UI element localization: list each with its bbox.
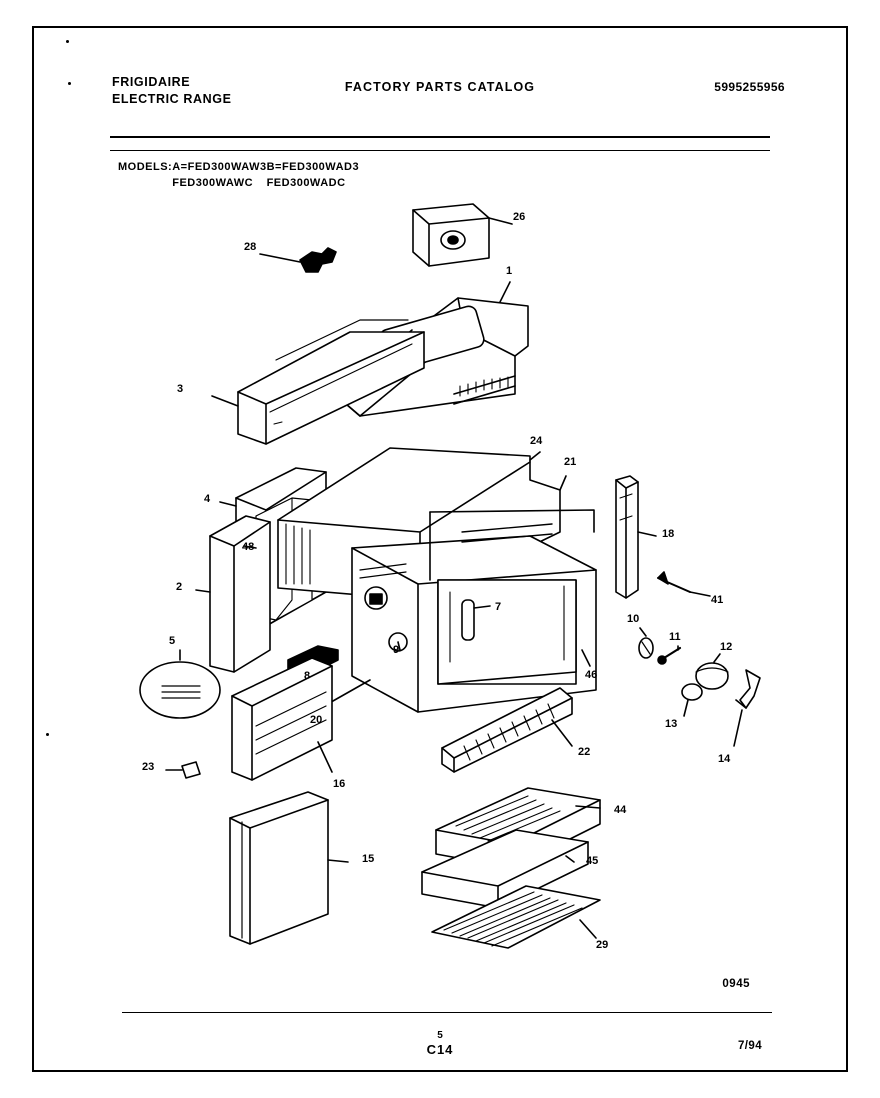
callout-2: 2 bbox=[176, 581, 183, 593]
callout-11: 11 bbox=[669, 631, 681, 643]
callout-13: 13 bbox=[665, 718, 678, 730]
callout-21: 21 bbox=[564, 456, 577, 468]
part-11-screw bbox=[658, 648, 680, 664]
callout-46: 46 bbox=[585, 669, 598, 681]
callout-41: 41 bbox=[711, 594, 724, 606]
date-code: 7/94 bbox=[738, 1040, 762, 1052]
section-code: C14 bbox=[426, 1042, 454, 1057]
leader-24 bbox=[530, 452, 540, 460]
callout-1: 1 bbox=[506, 265, 513, 277]
callout-20: 20 bbox=[310, 714, 323, 726]
callout-8: 8 bbox=[304, 670, 311, 682]
part-10-hardware bbox=[639, 638, 653, 658]
model-b-1: B=FED300WAD3 bbox=[266, 161, 360, 173]
callout-15: 15 bbox=[362, 853, 375, 865]
leader-22 bbox=[552, 720, 572, 746]
callout-7: 7 bbox=[495, 601, 502, 613]
leader-26 bbox=[489, 218, 512, 224]
leader-14 bbox=[734, 710, 742, 746]
part-14-wire-clip bbox=[736, 670, 760, 708]
revision-code: 0945 bbox=[722, 978, 750, 990]
leader-28 bbox=[260, 254, 300, 262]
leader-4 bbox=[220, 502, 236, 506]
leader-16 bbox=[318, 742, 332, 772]
leader-12 bbox=[714, 654, 720, 662]
footer-divider bbox=[122, 1012, 772, 1013]
part-26-shape bbox=[413, 204, 489, 266]
callout-28: 28 bbox=[244, 241, 257, 253]
model-a-2: FED300WAWC bbox=[172, 177, 254, 189]
part-2-side-panel bbox=[210, 516, 270, 672]
callout-12: 12 bbox=[720, 641, 733, 653]
callout-4: 4 bbox=[204, 493, 211, 505]
callout-9: 9 bbox=[393, 644, 400, 656]
model-a-1: A=FED300WAW3 bbox=[172, 161, 267, 173]
part-18-trim bbox=[616, 476, 638, 598]
leader-41 bbox=[690, 592, 710, 596]
callout-44: 44 bbox=[614, 804, 627, 816]
models-label: MODELS: bbox=[118, 161, 173, 173]
leader-21 bbox=[560, 476, 566, 490]
scan-speck bbox=[66, 40, 69, 43]
leader-2 bbox=[196, 590, 210, 592]
callout-45: 45 bbox=[586, 855, 599, 867]
part-23-clip bbox=[182, 762, 200, 778]
callout-16: 16 bbox=[333, 778, 346, 790]
leader-10 bbox=[640, 628, 646, 636]
callout-29: 29 bbox=[596, 939, 609, 951]
leader-13 bbox=[684, 700, 688, 716]
part-28-shape bbox=[300, 248, 336, 272]
brand-name: FRIGIDAIRE bbox=[112, 75, 191, 89]
callout-23: 23 bbox=[142, 761, 155, 773]
callout-48: 48 bbox=[242, 541, 255, 553]
header-divider-secondary bbox=[110, 150, 770, 151]
leader-18 bbox=[638, 532, 656, 536]
callout-14: 14 bbox=[718, 753, 731, 765]
exploded-parts-diagram bbox=[60, 180, 820, 980]
part-15-door-panel bbox=[230, 792, 328, 944]
part-5-insulation bbox=[140, 662, 220, 718]
document-number: 5995255956 bbox=[714, 80, 785, 94]
page-title: FACTORY PARTS CATALOG bbox=[344, 80, 536, 94]
leader-15 bbox=[328, 860, 348, 862]
scan-speck bbox=[46, 733, 49, 736]
callout-26: 26 bbox=[513, 211, 526, 223]
leader-1 bbox=[500, 282, 510, 302]
part-13-grommet bbox=[682, 684, 702, 700]
callout-5: 5 bbox=[169, 635, 176, 647]
part-3-backguard bbox=[238, 320, 424, 444]
callout-18: 18 bbox=[662, 528, 675, 540]
leader-29 bbox=[580, 920, 596, 938]
callout-10: 10 bbox=[627, 613, 640, 625]
leader-3 bbox=[212, 396, 238, 406]
callout-22: 22 bbox=[578, 746, 591, 758]
header-divider bbox=[110, 136, 770, 138]
model-b-2: FED300WADC bbox=[266, 177, 346, 189]
part-41-screw bbox=[658, 572, 690, 592]
part-12-knob bbox=[696, 663, 728, 689]
callout-3: 3 bbox=[177, 383, 184, 395]
page-number: 5 bbox=[437, 1030, 443, 1041]
callout-24: 24 bbox=[530, 435, 543, 447]
product-category: ELECTRIC RANGE bbox=[112, 92, 232, 106]
